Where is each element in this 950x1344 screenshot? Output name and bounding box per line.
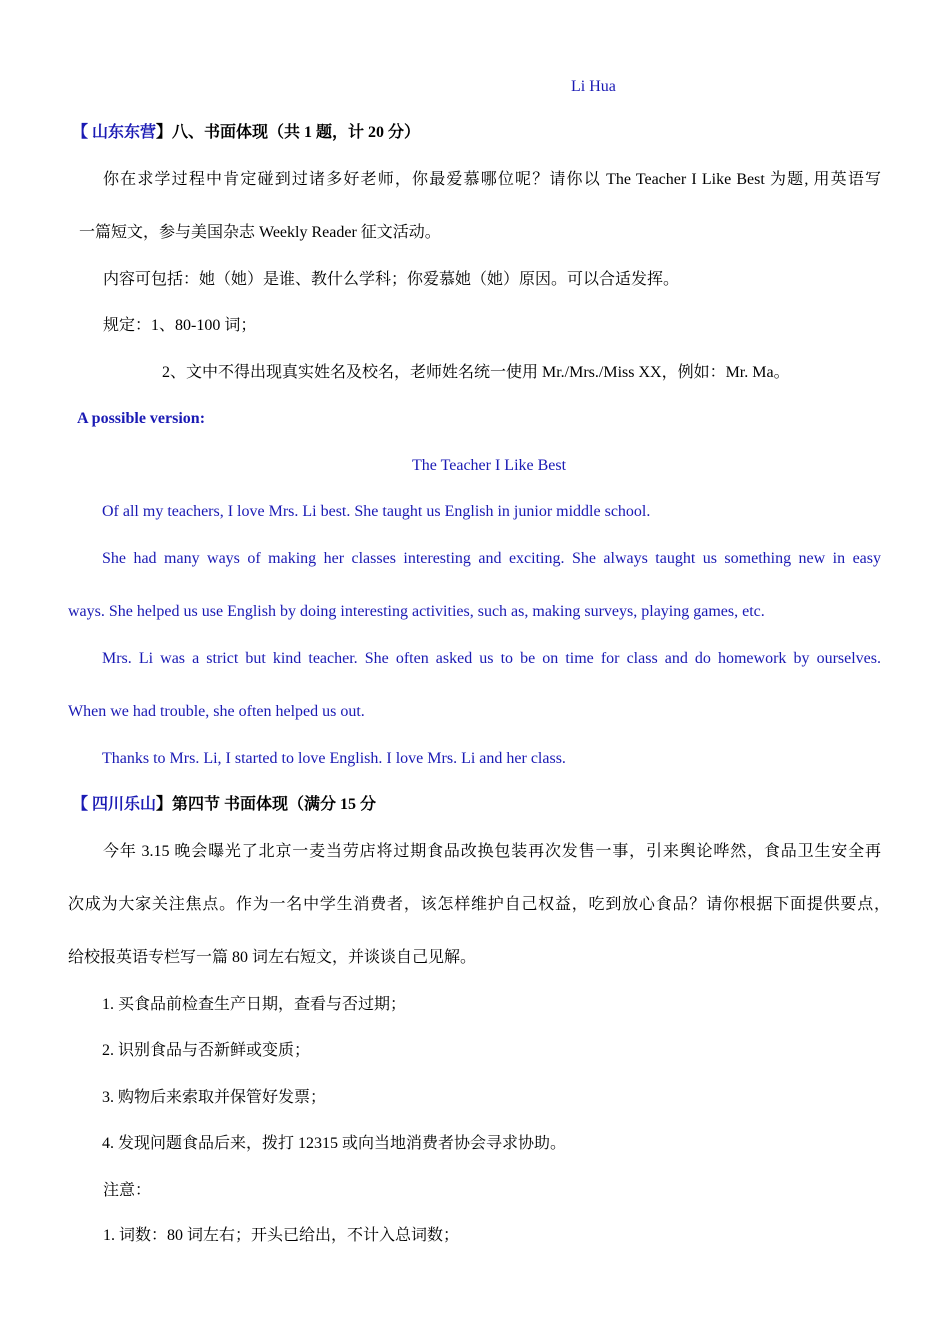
tag-close: 】 <box>156 796 173 813</box>
question-2-header <box>72 794 376 816</box>
tag-open: 【 <box>72 124 89 141</box>
point-1: 1. 买食品前检查生产日期，查看与否过期； <box>102 996 407 1013</box>
region-label: 山东东营 <box>92 124 157 141</box>
essay-paragraph-3-line-2: When we had trouble, she often helped us out. <box>68 703 365 720</box>
intro-line-1: 今年 3.15 晚会曝光了北京一麦当劳店将过期食品改换包装再次发售一事，引来舆论哗然，食品卫生安全再 <box>103 843 881 860</box>
essay-title: The Teacher I Like Best <box>412 457 567 474</box>
prompt-line-2: 一篇短文，参与美国杂志 Weekly Reader 征文活动。 <box>79 224 441 241</box>
essay-paragraph-4: Thanks to Mrs. Li, I started to love English. I love Mrs. Li and her class. <box>102 750 566 767</box>
question-title: 八、书面体现（共 1 题，计 20 分） <box>172 124 421 141</box>
tag-close: 】 <box>156 124 173 141</box>
region-label: 四川乐山 <box>92 796 157 813</box>
prompt-line-1: 你在求学过程中肯定碰到过诸多好老师，你最爱慕哪位呢？请你以 The Teacher I Like Best 为题, 用英语写 <box>103 171 881 188</box>
rule-2: 2、文中不得出现真实姓名及校名，老师姓名统一使用 Mr./Mrs./Miss XX，例如：Mr. Ma。 <box>162 364 790 381</box>
essay-paragraph-2-line-2: ways. She helped us use English by doing interesting activities, such as, making surveys, playing games, etc. <box>68 603 765 620</box>
essay-paragraph-1: Of all my teachers, I love Mrs. Li best. She taught us English in junior middle school. <box>102 503 651 520</box>
note-label: 注意： <box>103 1182 152 1199</box>
point-2: 2. 识别食品与否新鲜或变质； <box>102 1042 311 1059</box>
intro-line-3: 给校报英语专栏写一篇 80 词左右短文，并谈谈自己见解。 <box>68 949 477 966</box>
rule-1: 规定：1、80-100 词； <box>103 317 257 334</box>
point-3: 3. 购物后来索取并保管好发票； <box>102 1089 327 1106</box>
essay-paragraph-2-line-1: She had many ways of making her classes interesting and exciting. She always taught us something new in easy <box>102 550 881 567</box>
question-title: 第四节 书面体现（满分 15 分 <box>172 796 377 813</box>
content-note: 内容可包括：她（她）是谁、教什么学科；你爱慕她（她）原因。可以合适发挥。 <box>103 271 680 288</box>
tag-open: 【 <box>72 796 89 813</box>
question-1-header <box>72 122 420 144</box>
essay-paragraph-3-line-1: Mrs. Li was a strict but kind teacher. She often asked us to be on time for class and do homework by ourselves. <box>102 650 881 667</box>
signature: Li Hua <box>571 78 616 95</box>
note-1: 1. 词数：80 词左右；开头已给出，不计入总词数； <box>103 1227 460 1244</box>
point-4: 4. 发现问题食品后来，拨打 12315 或向当地消费者协会寻求协助。 <box>102 1135 567 1152</box>
intro-line-2: 次成为大家关注焦点。作为一名中学生消费者，该怎样维护自己权益，吃到放心食品？请你根据下面提供要点， <box>68 896 890 913</box>
answer-heading: A possible version: <box>77 410 206 427</box>
